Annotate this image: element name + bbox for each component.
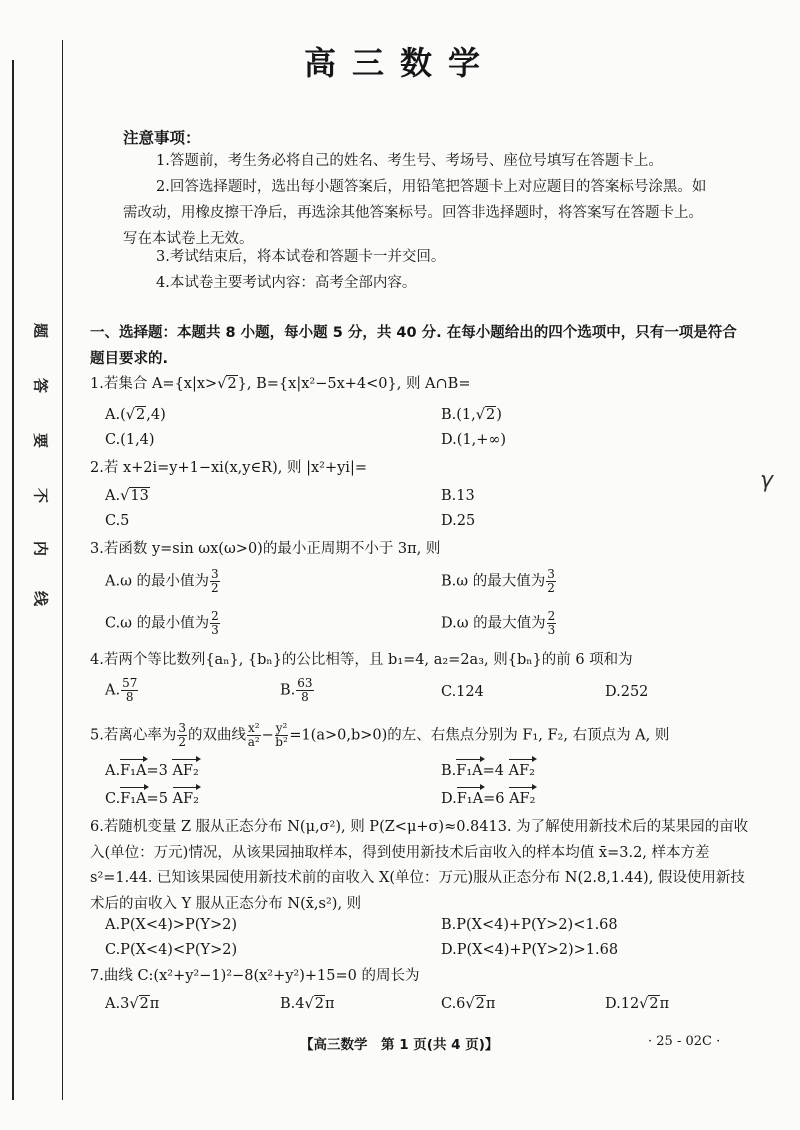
handwritten-mark: γ: [760, 468, 774, 493]
q3-option-b: B.ω 的最大值为 $\frac{3}{2}$: [441, 567, 555, 595]
question-4: 4.若两个等比数列{aₙ}, {bₙ}的公比相等，且 b₁=4, a₂=2a₃, 则{bₙ}的前 6 项和为: [90, 652, 633, 668]
q2-option-d: D.25: [441, 513, 476, 529]
question-7: 7.曲线 C:(x²+y²−1)²−8(x²+y²)+15=0 的周长为: [90, 968, 420, 984]
q4-option-d: D.252: [605, 684, 649, 700]
q5-option-a: A.F₁A=3 AF₂: [105, 760, 199, 782]
notice-heading: 注意事项：: [123, 129, 201, 147]
notice-item: 4.本试卷主要考试内容：高考全部内容。: [156, 275, 417, 291]
question-5: 5.若离心率为 $\frac{3}{2}$ 的双曲线 $\frac{\text{x²}}{\text{a²}}$ − $\frac{\text{y²}}{\text{b²}}$ =1(a>0,b>0)的左、右焦点分别为 F₁, F₂, 右顶点为 A, 则: [90, 721, 670, 749]
margin-char: 线: [31, 590, 50, 606]
question-2: 2.若 x+2i=y+1−xi(x,y∈R), 则 |x²+yi|=: [90, 460, 367, 476]
binding-line-outer: [12, 60, 14, 1100]
question-1: [90, 372, 755, 397]
page-title: 高三数学: [303, 44, 496, 82]
q5-option-c: C.F₁A=5 AF₂: [105, 788, 199, 810]
q6-option-a: A.P(X<4)>P(Y>2): [105, 917, 238, 933]
q7-option-a: A.3√2π: [105, 996, 160, 1012]
q1-option-d: D.(1,+∞): [441, 432, 507, 448]
q7-option-b: B.4√2π: [280, 996, 335, 1012]
margin-char: 答: [31, 377, 50, 393]
q7-option-c: C.6√2π: [441, 996, 496, 1012]
notice-item: 2.回答选择题时，选出每小题答案后，用铅笔把答题卡上对应题目的答案标号涂黑。如需改动，用橡皮擦干净后，再选涂其他答案标号。回答非选择题时，将答案写在答题卡上。写在本试卷上无效。: [123, 179, 707, 247]
q7-option-d: D.12√2π: [605, 996, 670, 1012]
sqrt-symbol: √: [217, 376, 227, 392]
q5-option-b: B.F₁A=4 AF₂: [441, 760, 535, 782]
binding-line-inner: [62, 40, 63, 1100]
section-heading: 一、选择题：本题共 8 小题，每小题 5 分，共 40 分. 在每小题给出的四个选项中，只有一项是符合题目要求的.: [90, 325, 737, 367]
margin-char: 不: [31, 487, 50, 503]
notice-item: 3.考试结束后，将本试卷和答题卡一并交回。: [156, 249, 446, 265]
question-3: 3.若函数 y=sin ωx(ω>0)的最小正周期不小于 3π, 则: [90, 541, 441, 557]
q4-option-a: A. $\frac{57}{8}$: [105, 676, 138, 704]
notice-item: 1.答题前，考生务必将自己的姓名、考生号、考场号、座位号填写在答题卡上。: [156, 153, 663, 169]
q2-option-b: B.13: [441, 488, 475, 504]
q3-option-a: A.ω 的最小值为 $\frac{3}{2}$: [105, 567, 219, 595]
q1-option-c: C.(1,4): [105, 432, 155, 448]
q4-option-c: C.124: [441, 684, 484, 700]
q1-option-a: A.(√2,4): [105, 407, 166, 423]
q2-option-a: A.√13: [105, 488, 149, 504]
q2-option-c: C.5: [105, 513, 130, 529]
q6-option-b: B.P(X<4)+P(Y>2)<1.68: [441, 917, 618, 933]
q5-option-d: D.F₁A=6 AF₂: [441, 788, 535, 810]
q1-sqrt-value: 2: [227, 376, 237, 392]
q6-option-d: D.P(X<4)+P(Y>2)>1.68: [441, 942, 619, 958]
margin-char: 要: [31, 432, 50, 448]
paper-code: · 25 - 02C ·: [648, 1034, 721, 1049]
q3-option-d: D.ω 的最大值为 $\frac{2}{3}$: [441, 609, 556, 637]
q1-option-b: B.(1,√2): [441, 407, 502, 423]
q1-stem-post: }, B={x|x²−5x+4<0}, 则 A∩B=: [237, 376, 471, 392]
question-6: 6.若随机变量 Z 服从正态分布 N(μ,σ²), 则 P(Z<μ+σ)≈0.8413. 为了解使用新技术后的某果园的亩收入(单位：万元)情况，从该果园抽取样本，得到使用新技术后亩收入的样本均值 x̄=3.2, 样本方差 s²=1.44. 已知该果园使用新技术前的亩收入 X(单位：万元)服从正态分布 N(2.8,1.44), 假设使用新技术后的亩收入 Y 服从正态分布 N(x̄,s²), 则: [90, 819, 749, 912]
margin-char: 题: [31, 322, 50, 338]
q3-option-c: C.ω 的最小值为 $\frac{2}{3}$: [105, 609, 219, 637]
q4-option-b: B. $\frac{63}{8}$: [280, 676, 313, 704]
q1-stem-pre: 1.若集合 A={x|x>: [90, 376, 218, 392]
page-footer: 【高三数学 第 1 页(共 4 页)】: [300, 1037, 499, 1053]
margin-char: 内: [31, 540, 50, 556]
q6-option-c: C.P(X<4)<P(Y>2): [105, 942, 238, 958]
